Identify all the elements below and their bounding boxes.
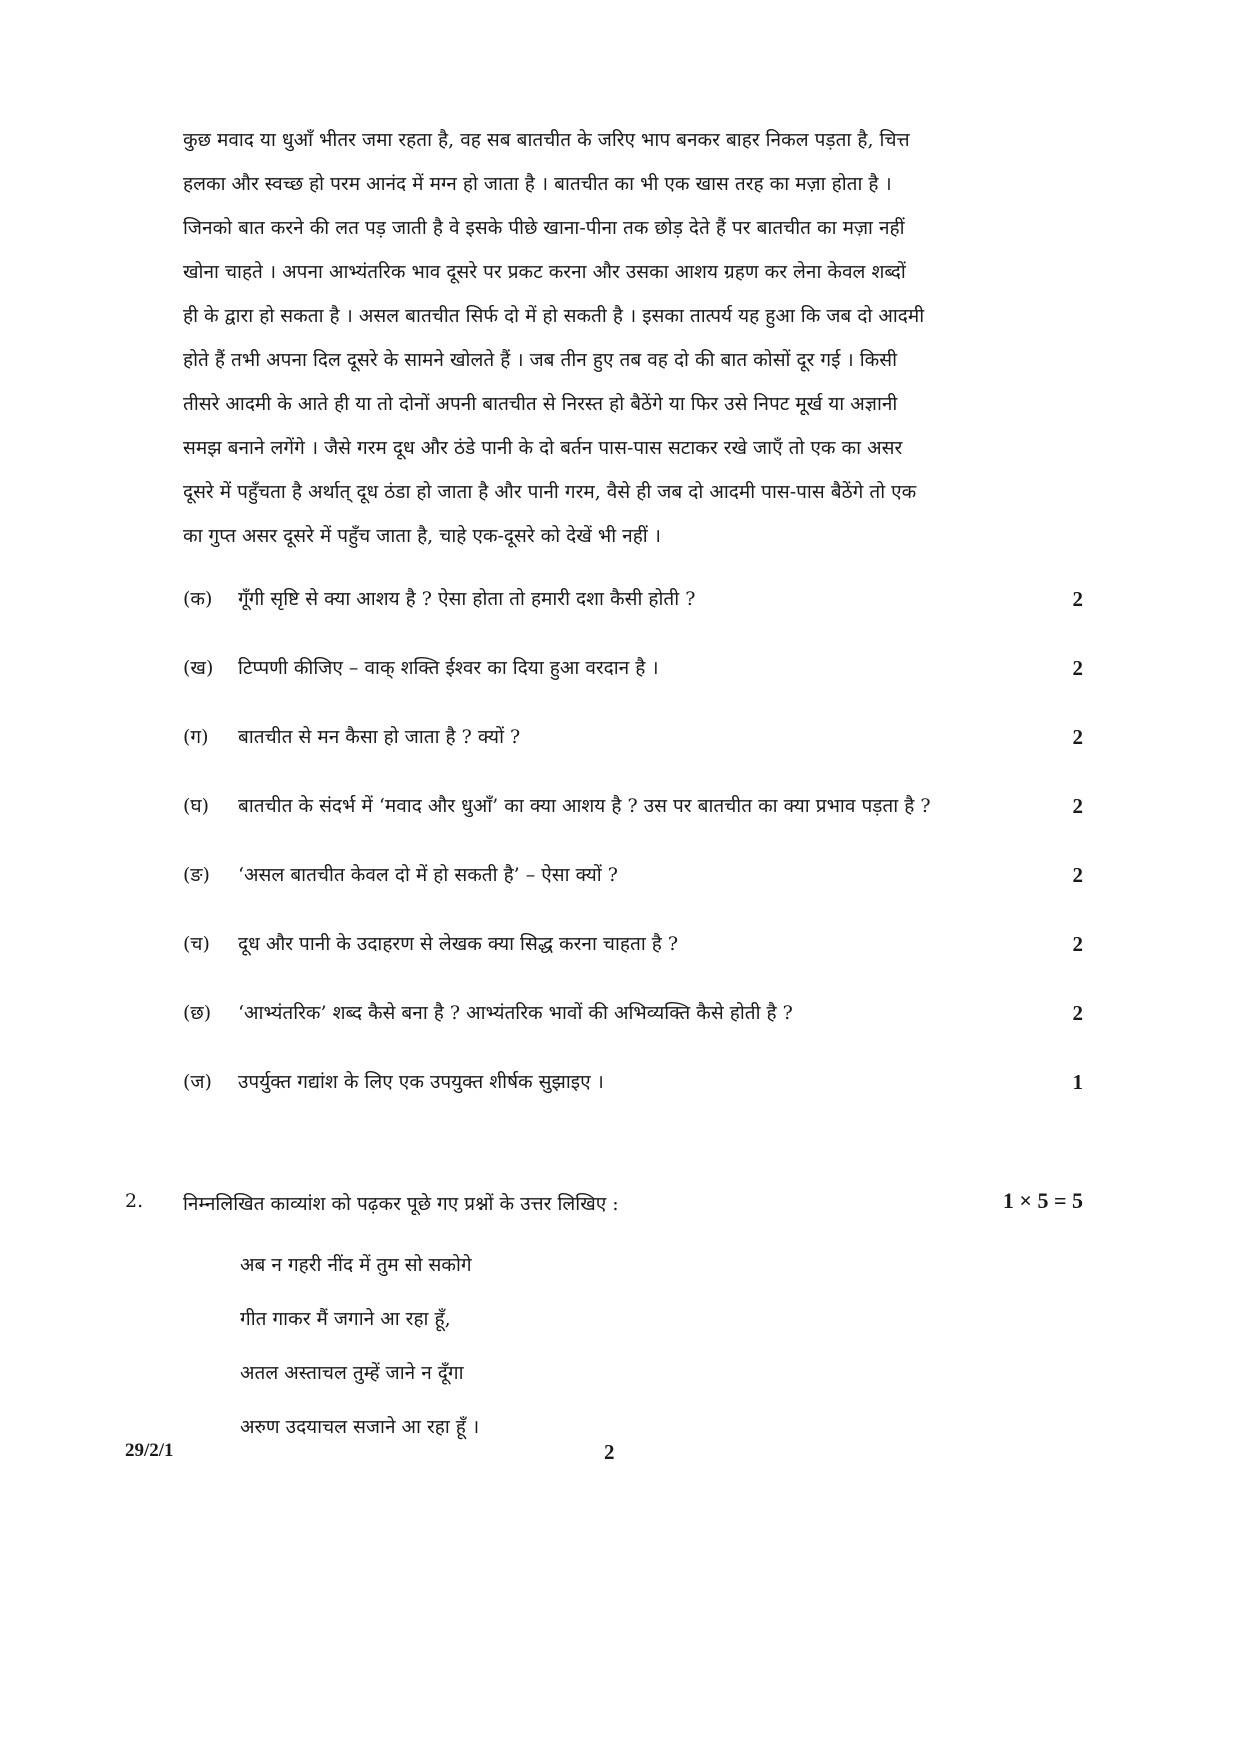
question-item [183,862,1083,931]
question-marks: 2 [1072,587,1083,611]
poem-line: गीत गाकर मैं जगाने आ रहा हूँ, [240,1308,451,1330]
passage-line: समझ बनाने लगेंगे । जैसे गरम दूध और ठंडे पानी के दो बर्तन पास-पास सटाकर रखे जाएँ तो एक का असर [183,437,903,459]
question-item [183,793,1083,862]
question-text: उपर्युक्त गद्यांश के लिए एक उपयुक्त शीर्षक सुझाइए । [238,1071,604,1093]
question-item [183,1069,1083,1138]
question-text: गूँगी सृष्टि से क्या आशय है ? ऐसा होता तो हमारी दशा कैसी होती ? [238,588,696,610]
passage [183,118,1075,558]
passage-line: कुछ मवाद या धुआँ भीतर जमा रहता है, वह सब बातचीत के जरिए भाप बनकर बाहर निकल पड़ता है, चित्त [183,129,910,151]
question-marks: 2 [1072,1001,1083,1025]
poem-stanza [240,1250,479,1466]
passage-line: दूसरे में पहुँचता है अर्थात् दूध ठंडा हो जाता है और पानी गरम, वैसे ही जब दो आदमी पास-पास बैठेंगे तो एक [183,481,917,503]
question-marks: 2 [1072,863,1083,887]
passage-line: तीसरे आदमी के आते ही या तो दोनों अपनी बातचीत से निरस्त हो बैठेंगे या फिर उसे निपट मूर्ख या अज्ञानी [183,393,898,415]
passage-line: का गुप्त असर दूसरे में पहुँच जाता है, चाहे एक-दूसरे को देखें भी नहीं । [183,525,661,547]
question-marks: 2 [1072,656,1083,680]
passage-line: हलका और स्वच्छ हो परम आनंद में मग्न हो जाता है । बातचीत का भी एक खास तरह का मज़ा होता है । [183,173,892,195]
question-marks: 1 [1072,1070,1083,1094]
question-item [183,724,1083,793]
poem-line: अतल अस्ताचल तुम्हें जाने न दूँगा [240,1362,464,1384]
poem-line: अब न गहरी नींद में तुम सो सकोगे [240,1254,472,1276]
question-item [183,655,1083,724]
question-label: (ख) [183,657,214,679]
question-marks: 2 [1072,932,1083,956]
question-item [183,931,1083,1000]
question-label: (ग) [183,726,209,748]
question-text: बातचीत से मन कैसा हो जाता है ? क्यों ? [238,726,521,748]
passage-line: होते हैं तभी अपना दिल दूसरे के सामने खोलते हैं । जब तीन हुए तब वह दो की बात कोसों दूर गई । किसी [183,349,897,371]
question-label: (घ) [183,795,210,817]
passage-line: ही के द्वारा हो सकता है । असल बातचीत सिर्फ दो में हो सकती है । इसका तात्पर्य यह हुआ कि जब दो आदमी [183,305,925,327]
passage-line: जिनको बात करने की लत पड़ जाती है वे इसके पीछे खाना-पीना तक छोड़ देते हैं पर बातचीत का मज़ा नहीं [183,217,905,239]
question-marks: 2 [1072,725,1083,749]
paper-code: 29/2/1 [125,1440,174,1461]
question-text: दूध और पानी के उदाहरण से लेखक क्या सिद्ध करना चाहता है ? [238,933,679,955]
passage-line: खोना चाहते । अपना आभ्यंतरिक भाव दूसरे पर प्रकट करना और उसका आशय ग्रहण कर लेना केवल शब्दों [183,261,906,283]
question-label: (क) [183,588,213,610]
question-item [183,586,1083,655]
question-item [183,1000,1083,1069]
question-marks: 2 [1072,794,1083,818]
question-label: (ज) [183,1071,212,1093]
question-label: (ङ) [183,864,210,886]
question-label: (छ) [183,1002,212,1024]
question-number: 2. [125,1190,144,1212]
question-text: ‘असल बातचीत केवल दो में हो सकती है’ – ऐसा क्यों ? [238,864,618,886]
poem-line: अरुण उदयाचल सजाने आ रहा हूँ । [240,1416,480,1438]
question-text: बातचीत के संदर्भ में ‘मवाद और धुआँ’ का क्या आशय है ? उस पर बातचीत का क्या प्रभाव पड़ता है ? [238,795,931,817]
question-label: (च) [183,933,210,955]
question-text: टिप्पणी कीजिए – वाक् शक्ति ईश्वर का दिया हुआ वरदान है । [238,657,659,679]
question-marks: 1 × 5 = 5 [1002,1188,1083,1213]
question-list [183,586,1083,1138]
page-number: 2 [604,1440,615,1464]
question-text: ‘आभ्यंतरिक’ शब्द कैसे बना है ? आभ्यंतरिक भावों की अभिव्यक्ति कैसे होती है ? [238,1002,793,1024]
question-instruction: निम्नलिखित काव्यांश को पढ़कर पूछे गए प्रश्नों के उत्तर लिखिए : [183,1193,619,1215]
